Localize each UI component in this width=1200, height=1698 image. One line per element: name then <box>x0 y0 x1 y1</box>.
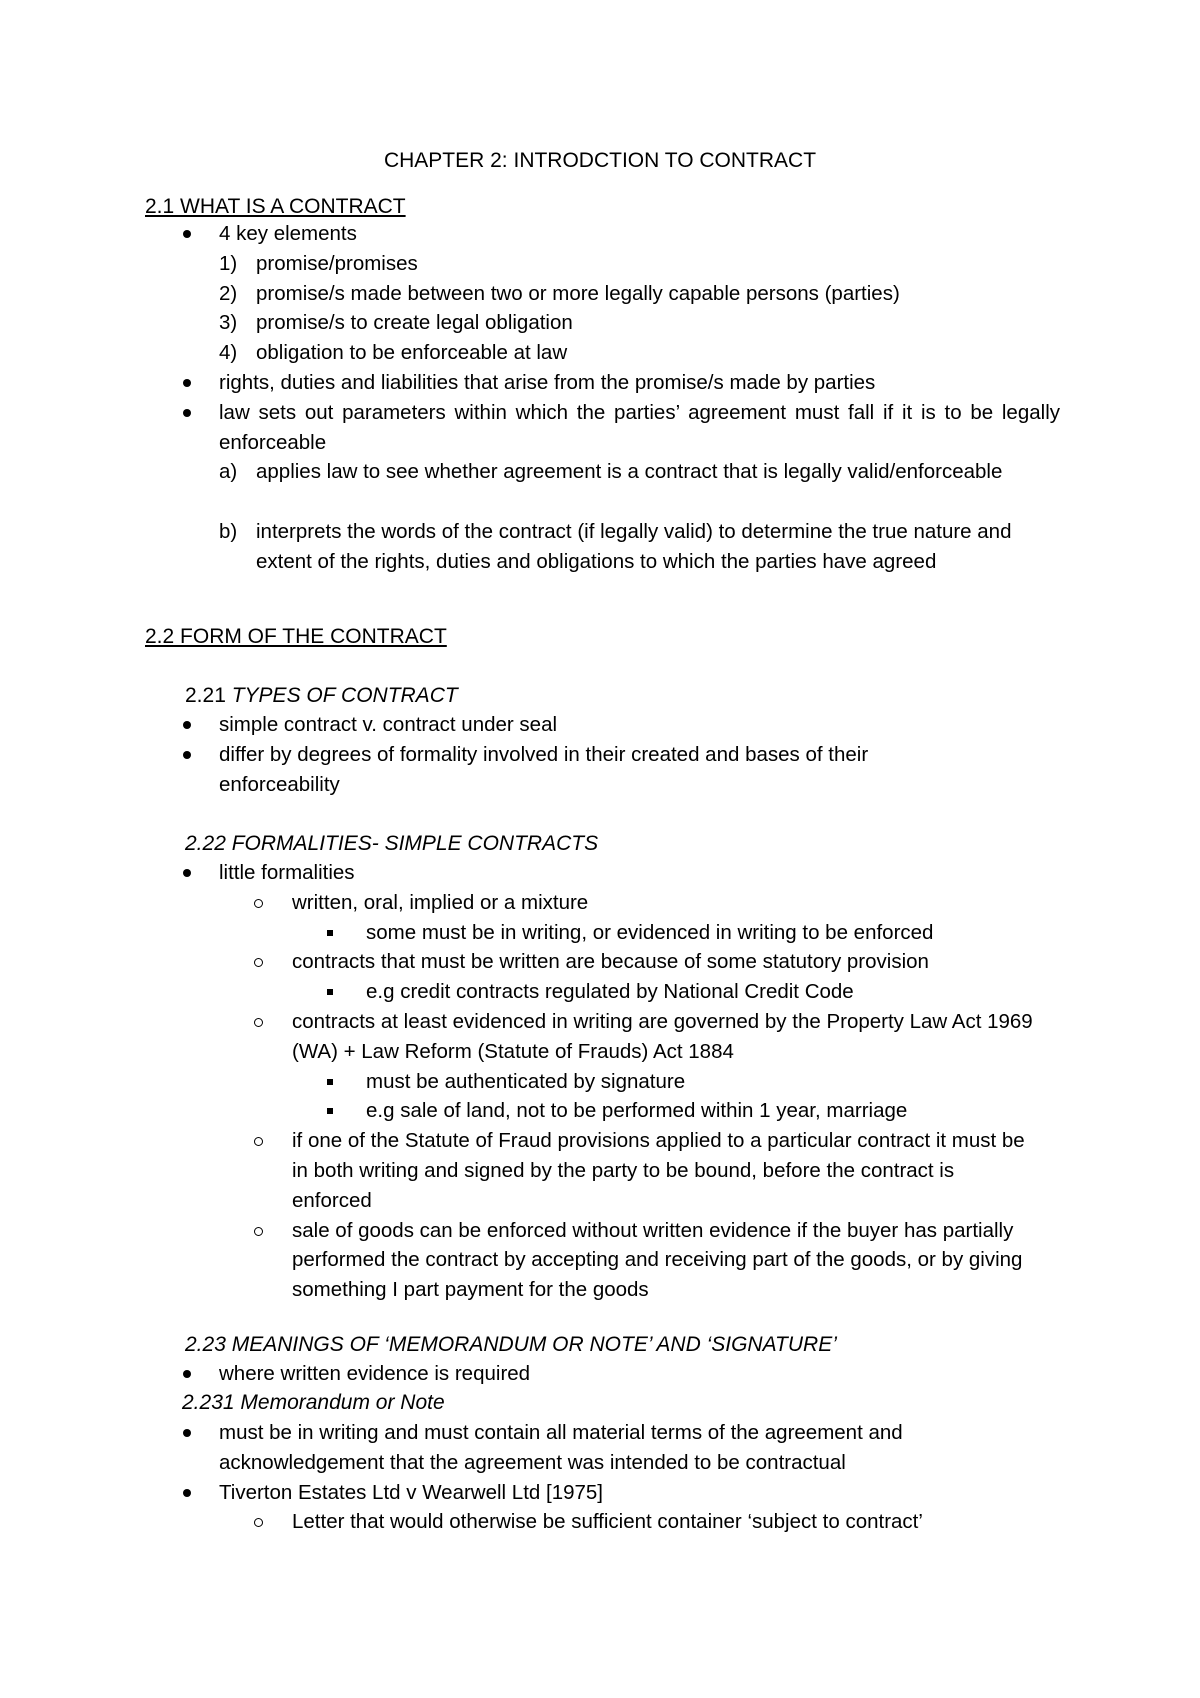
bullet-icon <box>183 219 191 249</box>
list-item: written, oral, implied or a mixture <box>0 888 1200 918</box>
circle-bullet-icon <box>254 1007 263 1037</box>
section-2-23-list <box>0 1359 1200 1389</box>
list-item: contracts at least evidenced in writing are governed by the Property Law Act 1969 (WA) + Law Reform (Statute of Frauds) Act 1884 <box>0 1007 1200 1067</box>
list-item: where written evidence is required <box>0 1359 1200 1389</box>
list-item: Letter that would otherwise be sufficient container ‘subject to contract’ <box>0 1507 1200 1537</box>
list-item: e.g sale of land, not to be performed within 1 year, marriage <box>0 1096 1200 1126</box>
bullet-icon <box>183 1478 191 1508</box>
list-item: simple contract v. contract under seal <box>0 710 1200 740</box>
list-item: rights, duties and liabilities that arise from the promise/s made by parties <box>0 368 1200 398</box>
square-bullet-icon <box>327 977 333 1008</box>
list-item: little formalities <box>0 858 1200 888</box>
numbered-item: 4) obligation to be enforceable at law <box>219 341 568 365</box>
square-bullet-icon <box>327 1096 333 1127</box>
bullet-icon <box>183 1418 191 1448</box>
bullet-icon <box>183 398 191 428</box>
lettered-item: a) applies law to see whether agreement is a contract that is legally valid/enforceable <box>219 460 1003 484</box>
bullet-icon <box>183 740 191 770</box>
list-item: 4 key elements <box>0 219 1200 249</box>
list-item: must be authenticated by signature <box>0 1067 1200 1097</box>
list-item: some must be in writing, or evidenced in writing to be enforced <box>0 918 1200 948</box>
list-item: e.g credit contracts regulated by National Credit Code <box>0 977 1200 1007</box>
list-item: sale of goods can be enforced without written evidence if the buyer has partially performed the contract by accepting and receiving part of the goods, or by giving something I part payment for the goods <box>0 1216 1200 1305</box>
subsection-heading-2-231: 2.231 Memorandum or Note <box>182 1391 445 1414</box>
list-item: Tiverton Estates Ltd v Wearwell Ltd [1975] <box>0 1478 1200 1508</box>
page-title: CHAPTER 2: INTRODCTION TO CONTRACT <box>383 149 817 172</box>
circle-bullet-icon <box>254 947 263 977</box>
section-2-22-list <box>0 858 1200 1305</box>
section-heading-2-1: 2.1 WHAT IS A CONTRACT <box>145 195 406 218</box>
numbered-item: 2) promise/s made between two or more legally capable persons (parties) <box>219 281 900 305</box>
list-item: differ by degrees of formality involved in their created and bases of their enforceability <box>0 740 1200 800</box>
bullet-icon <box>183 858 191 888</box>
lettered-item: b) interprets the words of the contract (if legally valid) to determine the true nature and extent of the rights, duties and obligations to which the parties have agreed <box>219 519 1012 573</box>
circle-bullet-icon <box>254 888 263 918</box>
list-item: law sets out parameters within which the parties’ agreement must fall if it is to be legally enforceable <box>0 398 1200 458</box>
bullet-icon <box>183 368 191 398</box>
bullet-icon <box>183 710 191 740</box>
subsection-heading-2-23: 2.23 MEANINGS OF ‘MEMORANDUM OR NOTE’ AND ‘SIGNATURE’ <box>185 1333 837 1356</box>
section-2-21-list <box>0 710 1200 799</box>
list-item: must be in writing and must contain all material terms of the agreement and acknowledgement that the agreement was intended to be contractual <box>0 1418 1200 1478</box>
subsection-heading-2-21: 2.21 TYPES OF CONTRACT <box>185 684 458 707</box>
numbered-item: 1) promise/promises <box>219 251 418 275</box>
subsection-heading-2-22: 2.22 FORMALITIES- SIMPLE CONTRACTS <box>185 832 599 855</box>
square-bullet-icon <box>327 1067 333 1098</box>
bullet-icon <box>183 1359 191 1389</box>
section-heading-2-2: 2.2 FORM OF THE CONTRACT <box>145 625 447 648</box>
list-item: contracts that must be written are because of some statutory provision <box>0 947 1200 977</box>
circle-bullet-icon <box>254 1507 263 1537</box>
numbered-item: 3) promise/s to create legal obligation <box>219 311 573 335</box>
square-bullet-icon <box>327 918 333 949</box>
circle-bullet-icon <box>254 1126 263 1156</box>
section-2-1-list <box>0 219 1200 577</box>
circle-bullet-icon <box>254 1216 263 1246</box>
section-2-231-list <box>0 1418 1200 1537</box>
list-item: if one of the Statute of Fraud provisions applied to a particular contract it must be in both writing and signed by the party to be bound, before the contract is enforced <box>0 1126 1200 1215</box>
